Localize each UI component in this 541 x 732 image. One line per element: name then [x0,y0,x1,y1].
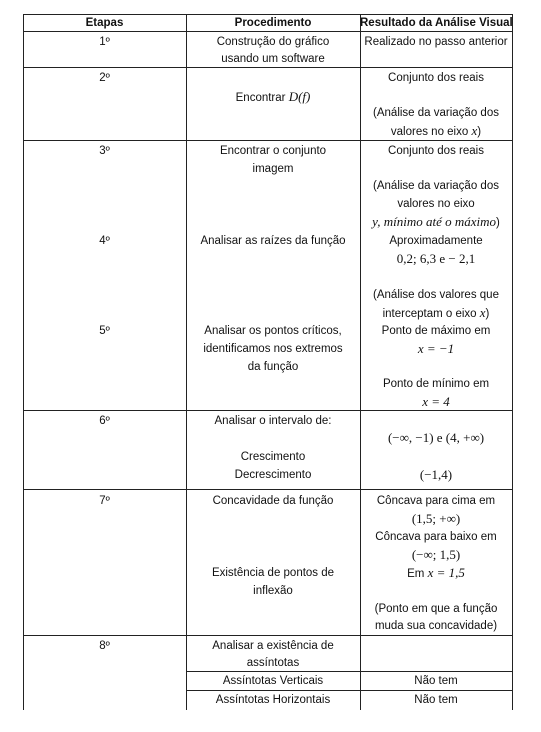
header-etapas: Etapas [85,17,124,29]
procedure-line: Construção do gráfico [216,36,330,48]
header-procedimento: Procedimento [234,17,312,29]
procedure-line: Decrescimento [234,469,312,481]
etapa-4: 4º [99,235,110,247]
procedure-line: imagem [252,163,294,175]
result-line: Ponto de mínimo em [382,378,490,390]
procedure-line: Crescimento [240,451,306,463]
row-divider [23,489,512,490]
procedure-line: Concavidade da função [212,495,334,507]
procedure-line: usando um software [221,53,325,65]
etapa-6: 6º [99,415,110,427]
etapa-8: 8º [99,640,110,652]
etapa-5: 5º [99,325,110,337]
procedure-line: Encontrar o conjunto [219,145,327,157]
result-line: Côncava para baixo em [375,531,497,543]
result-line: Côncava para cima em [376,495,496,507]
result-math: 0,2; 6,3 e − 2,1 [396,251,476,266]
row-divider [23,635,512,636]
result-line: Aproximadamente [389,235,483,247]
procedure-line: Analisar os pontos críticos, [204,325,342,337]
header-resultado: Resultado da Análise Visual [360,17,513,29]
result-line: Não tem [414,675,458,687]
etapa-2: 2º [99,72,110,84]
procedure-line: inflexão [253,585,293,597]
procedure-line: Analisar as raízes da função [200,235,346,247]
result-line: (Análise dos valores que [373,289,499,301]
table-border-left [23,14,24,710]
procedure-line: assíntotas [246,657,300,669]
procedure-line: da função [247,361,299,373]
result-math: (−∞; 1,5) [411,547,461,562]
procedure-line: Analisar a existência de [212,640,334,652]
etapa-7: 7º [99,495,110,507]
result-line: (Ponto em que a função [374,603,498,615]
procedure-line: identificamos nos extremos [203,343,343,355]
result-line: (Análise da variação dos [373,107,499,119]
procedure-line: Analisar o intervalo de: [214,415,332,427]
result-line: Realizado no passo anterior [364,36,508,48]
result-line: y, mínimo até o máximo) [372,214,500,229]
result-line: Em x = 1,5 [407,565,465,580]
result-line: valores no eixo [397,198,475,210]
table-border-right [512,14,513,710]
result-line: valores no eixo x) [390,123,482,138]
result-line: Ponto de máximo em [381,325,491,337]
result-math: x = −1 [417,341,455,356]
result-math: (−∞, −1) e (4, +∞) [387,430,485,445]
result-math: x = 4 [422,394,450,409]
sub-procedure-horizontal: Assíntotas Horizontais [215,694,331,706]
procedure-line: Existência de pontos de [211,567,335,579]
result-line: (Análise da variação dos [373,180,499,192]
result-line: Conjunto dos reais [388,145,484,157]
etapa-1: 1º [99,36,110,48]
sub-procedure-vertical: Assíntotas Verticais [222,675,324,687]
result-line: muda sua concavidade) [374,620,498,632]
result-math: (1,5; +∞) [411,511,461,526]
result-math: (−1,4) [419,467,453,482]
procedure-line: Encontrar D(f) [235,89,311,104]
result-line: Conjunto dos reais [388,72,484,84]
result-line: interceptam o eixo x) [382,305,490,320]
etapa-3: 3º [99,145,110,157]
result-line: Não tem [414,694,458,706]
